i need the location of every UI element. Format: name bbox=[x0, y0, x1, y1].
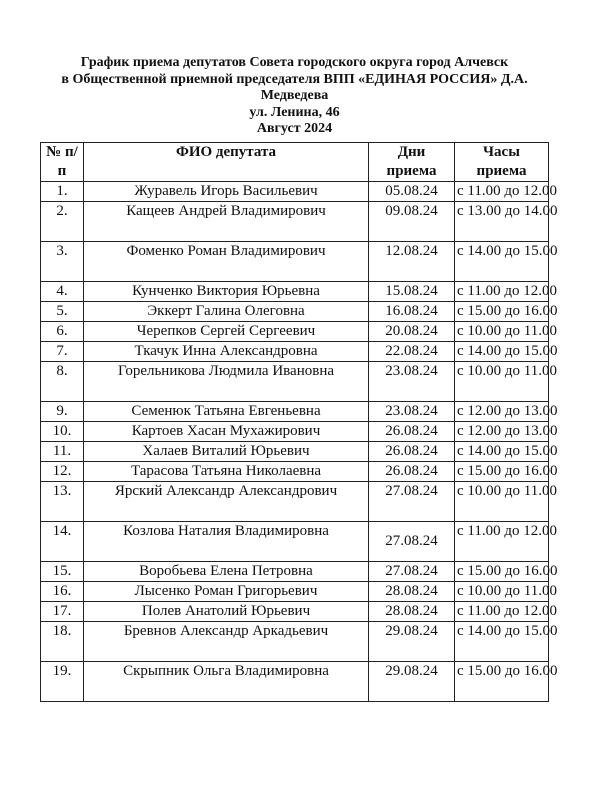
reception-date: 29.08.24 bbox=[369, 662, 455, 702]
reception-hours: с 11.00 до 12.00 bbox=[455, 282, 549, 302]
table-row bbox=[41, 342, 549, 362]
reception-hours: с 14.00 до 15.00 bbox=[455, 342, 549, 362]
reception-date: 23.08.24 bbox=[369, 362, 455, 402]
reception-hours: с 10.00 до 11.00 bbox=[455, 482, 549, 522]
reception-date: 12.08.24 bbox=[369, 242, 455, 282]
row-number: 18. bbox=[41, 622, 84, 662]
reception-hours: с 15.00 до 16.00 bbox=[455, 562, 549, 582]
header-title: График приема депутатов Совета городского округа город Алчевск bbox=[80, 55, 509, 70]
table-row bbox=[41, 602, 549, 622]
table-row bbox=[41, 662, 549, 702]
table-row bbox=[41, 582, 549, 602]
reception-date: 27.08.24 bbox=[369, 522, 455, 562]
reception-date: 26.08.24 bbox=[369, 442, 455, 462]
row-number: 15. bbox=[41, 562, 84, 582]
table-row bbox=[41, 622, 549, 662]
reception-hours: с 10.00 до 11.00 bbox=[455, 322, 549, 342]
reception-hours: с 14.00 до 15.00 bbox=[455, 442, 549, 462]
deputy-name: Ярский Александр Александрович bbox=[84, 482, 369, 522]
table-row bbox=[41, 282, 549, 302]
deputy-name: Горельникова Людмила Ивановна bbox=[84, 362, 369, 402]
deputy-name: Бревнов Александр Аркадьевич bbox=[84, 622, 369, 662]
reception-date: 23.08.24 bbox=[369, 402, 455, 422]
header-month: Август 2024 bbox=[256, 121, 333, 136]
reception-hours: с 11.00 до 12.00 bbox=[455, 182, 549, 202]
reception-date: 27.08.24 bbox=[369, 482, 455, 522]
deputy-name: Кунченко Виктория Юрьевна bbox=[84, 282, 369, 302]
reception-hours: с 11.00 до 12.00 bbox=[455, 602, 549, 622]
table-row bbox=[41, 402, 549, 422]
reception-date: 16.08.24 bbox=[369, 302, 455, 322]
reception-date: 29.08.24 bbox=[369, 622, 455, 662]
deputy-name: Лысенко Роман Григорьевич bbox=[84, 582, 369, 602]
row-number: 8. bbox=[41, 362, 84, 402]
deputy-name: Полев Анатолий Юрьевич bbox=[84, 602, 369, 622]
table-row bbox=[41, 322, 549, 342]
table-row bbox=[41, 202, 549, 242]
row-number: 5. bbox=[41, 302, 84, 322]
deputy-name: Воробьева Елена Петровна bbox=[84, 562, 369, 582]
reception-hours: с 14.00 до 15.00 bbox=[455, 242, 549, 282]
reception-hours: с 15.00 до 16.00 bbox=[455, 462, 549, 482]
deputy-name: Фоменко Роман Владимирович bbox=[84, 242, 369, 282]
reception-hours: с 12.00 до 13.00 bbox=[455, 422, 549, 442]
table-row bbox=[41, 462, 549, 482]
deputy-name: Скрыпник Ольга Владимировна bbox=[84, 662, 369, 702]
table-row bbox=[41, 522, 549, 562]
column-header-number: № п/п bbox=[41, 143, 84, 182]
deputy-name: Семенюк Татьяна Евгеньевна bbox=[84, 402, 369, 422]
reception-date: 05.08.24 bbox=[369, 182, 455, 202]
reception-date: 26.08.24 bbox=[369, 462, 455, 482]
header-address: ул. Ленина, 46 bbox=[249, 104, 340, 120]
reception-hours: с 11.00 до 12.00 bbox=[455, 522, 549, 562]
table-row bbox=[41, 562, 549, 582]
table-row bbox=[41, 182, 549, 202]
row-number: 6. bbox=[41, 322, 84, 342]
row-number: 16. bbox=[41, 582, 84, 602]
row-number: 10. bbox=[41, 422, 84, 442]
header-subtitle: в Общественной приемной председателя ВПП «ЕДИНАЯ РОССИЯ» Д.А. bbox=[61, 71, 528, 87]
table-row bbox=[41, 482, 549, 522]
reception-hours: с 10.00 до 11.00 bbox=[455, 582, 549, 602]
table-row bbox=[41, 442, 549, 462]
reception-hours: с 12.00 до 13.00 bbox=[455, 402, 549, 422]
reception-hours: с 14.00 до 15.00 bbox=[455, 622, 549, 662]
reception-hours: с 15.00 до 16.00 bbox=[455, 302, 549, 322]
table-row bbox=[41, 362, 549, 402]
row-number: 9. bbox=[41, 402, 84, 422]
header-subtitle-cont: Медведева bbox=[260, 88, 329, 103]
deputy-name: Ткачук Инна Александровна bbox=[84, 342, 369, 362]
reception-date: 20.08.24 bbox=[369, 322, 455, 342]
column-header-hours: Часы приема bbox=[455, 143, 549, 182]
row-number: 2. bbox=[41, 202, 84, 242]
column-header-name: ФИО депутата bbox=[84, 143, 369, 182]
deputy-name: Кащеев Андрей Владимирович bbox=[84, 202, 369, 242]
row-number: 12. bbox=[41, 462, 84, 482]
row-number: 13. bbox=[41, 482, 84, 522]
reception-hours: с 13.00 до 14.00 bbox=[455, 202, 549, 242]
column-header-days: Дни приема bbox=[369, 143, 455, 182]
row-number: 7. bbox=[41, 342, 84, 362]
reception-date: 22.08.24 bbox=[369, 342, 455, 362]
document-header bbox=[0, 55, 589, 138]
table-header-row bbox=[41, 143, 549, 182]
reception-date: 15.08.24 bbox=[369, 282, 455, 302]
table-row bbox=[41, 242, 549, 282]
schedule-table bbox=[40, 142, 558, 702]
row-number: 3. bbox=[41, 242, 84, 282]
deputy-name: Козлова Наталия Владимировна bbox=[84, 522, 369, 562]
row-number: 17. bbox=[41, 602, 84, 622]
row-number: 11. bbox=[41, 442, 84, 462]
row-number: 1. bbox=[41, 182, 84, 202]
row-number: 14. bbox=[41, 522, 84, 562]
deputy-name: Тарасова Татьяна Николаевна bbox=[84, 462, 369, 482]
deputy-name: Халаев Виталий Юрьевич bbox=[84, 442, 369, 462]
reception-date: 27.08.24 bbox=[369, 562, 455, 582]
reception-date: 28.08.24 bbox=[369, 602, 455, 622]
deputy-name: Черепков Сергей Сергеевич bbox=[84, 322, 369, 342]
reception-hours: с 10.00 до 11.00 bbox=[455, 362, 549, 402]
row-number: 19. bbox=[41, 662, 84, 702]
row-number: 4. bbox=[41, 282, 84, 302]
deputy-name: Журавель Игорь Васильевич bbox=[84, 182, 369, 202]
deputy-name: Картоев Хасан Мухажирович bbox=[84, 422, 369, 442]
deputy-name: Эккерт Галина Олеговна bbox=[84, 302, 369, 322]
reception-date: 09.08.24 bbox=[369, 202, 455, 242]
reception-date: 26.08.24 bbox=[369, 422, 455, 442]
table-row bbox=[41, 422, 549, 442]
reception-hours: с 15.00 до 16.00 bbox=[455, 662, 549, 702]
table-row bbox=[41, 302, 549, 322]
reception-date: 28.08.24 bbox=[369, 582, 455, 602]
